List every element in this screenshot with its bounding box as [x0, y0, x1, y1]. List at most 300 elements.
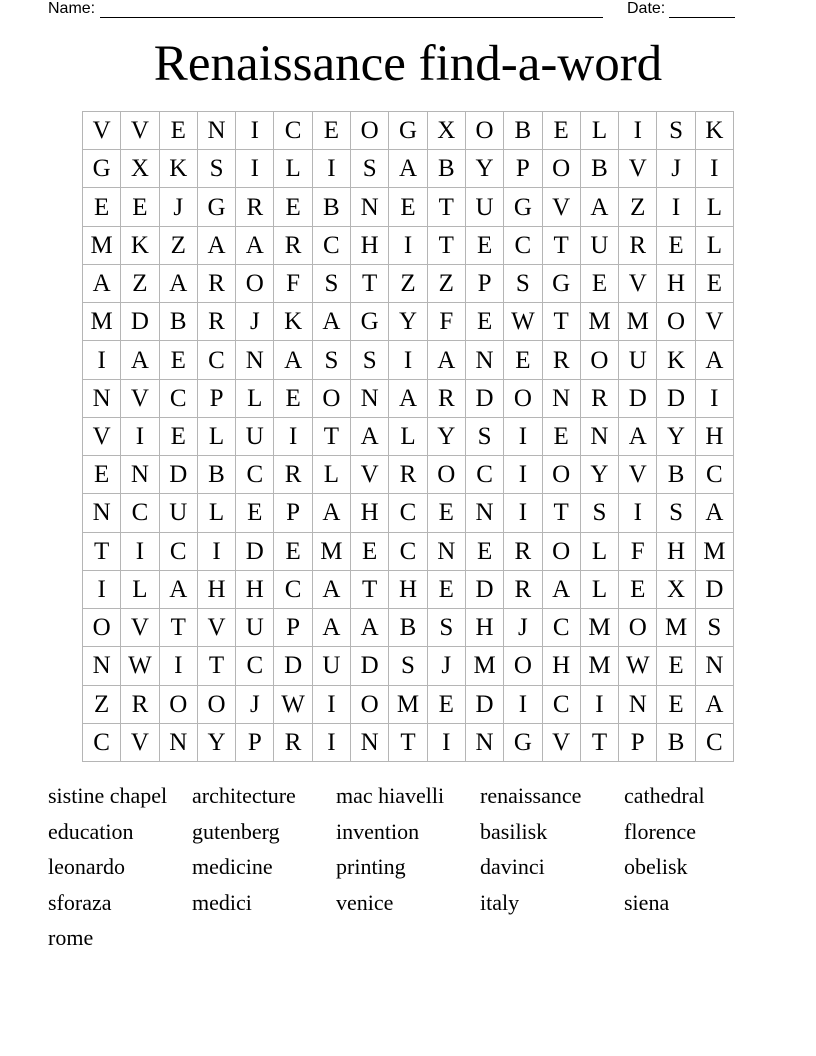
- grid-letter-cell[interactable]: K: [274, 303, 312, 341]
- grid-letter-cell[interactable]: B: [389, 609, 427, 647]
- grid-letter-cell[interactable]: V: [83, 112, 121, 150]
- grid-letter-cell[interactable]: A: [351, 418, 389, 456]
- grid-letter-cell[interactable]: S: [696, 609, 734, 647]
- grid-letter-cell[interactable]: T: [428, 227, 466, 265]
- grid-letter-cell[interactable]: M: [696, 533, 734, 571]
- grid-letter-cell[interactable]: E: [504, 341, 542, 379]
- grid-letter-cell[interactable]: Y: [389, 303, 427, 341]
- grid-letter-cell[interactable]: O: [351, 112, 389, 150]
- grid-letter-cell[interactable]: O: [543, 533, 581, 571]
- grid-letter-cell[interactable]: M: [581, 303, 619, 341]
- grid-letter-cell[interactable]: J: [236, 303, 274, 341]
- grid-letter-cell[interactable]: C: [543, 686, 581, 724]
- grid-letter-cell[interactable]: E: [657, 647, 695, 685]
- word-list-item: renaissance: [480, 783, 582, 808]
- grid-letter-cell[interactable]: N: [83, 380, 121, 418]
- grid-letter-cell[interactable]: T: [543, 303, 581, 341]
- grid-letter-cell[interactable]: N: [351, 724, 389, 762]
- grid-letter-cell[interactable]: C: [198, 341, 236, 379]
- grid-letter-cell[interactable]: G: [504, 724, 542, 762]
- grid-letter-cell[interactable]: V: [121, 380, 159, 418]
- grid-letter-cell[interactable]: G: [389, 112, 427, 150]
- grid-letter-cell[interactable]: B: [313, 188, 351, 226]
- grid-letter-cell[interactable]: D: [236, 533, 274, 571]
- grid-letter-cell[interactable]: Y: [657, 418, 695, 456]
- grid-letter-cell[interactable]: Z: [121, 265, 159, 303]
- grid-letter-cell[interactable]: U: [313, 647, 351, 685]
- grid-letter-cell[interactable]: E: [619, 571, 657, 609]
- grid-letter-cell[interactable]: Y: [428, 418, 466, 456]
- grid-letter-cell[interactable]: N: [121, 456, 159, 494]
- grid-letter-cell[interactable]: C: [543, 609, 581, 647]
- grid-letter-cell[interactable]: L: [389, 418, 427, 456]
- grid-letter-cell[interactable]: I: [121, 533, 159, 571]
- grid-letter-cell[interactable]: N: [466, 494, 504, 532]
- grid-letter-cell[interactable]: C: [466, 456, 504, 494]
- grid-letter-cell[interactable]: E: [160, 418, 198, 456]
- grid-letter-cell[interactable]: I: [504, 456, 542, 494]
- grid-letter-cell[interactable]: E: [389, 188, 427, 226]
- grid-letter-cell[interactable]: S: [198, 150, 236, 188]
- grid-letter-cell[interactable]: D: [274, 647, 312, 685]
- grid-letter-cell[interactable]: N: [351, 380, 389, 418]
- grid-letter-cell[interactable]: L: [696, 227, 734, 265]
- grid-letter-cell[interactable]: V: [83, 418, 121, 456]
- grid-letter-cell[interactable]: K: [696, 112, 734, 150]
- grid-letter-cell[interactable]: N: [83, 647, 121, 685]
- grid-letter-cell[interactable]: V: [121, 724, 159, 762]
- grid-letter-cell[interactable]: O: [160, 686, 198, 724]
- grid-letter-cell[interactable]: Z: [428, 265, 466, 303]
- grid-letter-cell[interactable]: D: [160, 456, 198, 494]
- grid-letter-cell[interactable]: C: [389, 533, 427, 571]
- grid-letter-cell[interactable]: C: [696, 724, 734, 762]
- grid-letter-cell[interactable]: E: [274, 533, 312, 571]
- grid-letter-cell[interactable]: C: [121, 494, 159, 532]
- grid-letter-cell[interactable]: H: [657, 265, 695, 303]
- grid-letter-cell[interactable]: U: [581, 227, 619, 265]
- grid-letter-cell[interactable]: C: [504, 227, 542, 265]
- grid-letter-cell[interactable]: I: [236, 112, 274, 150]
- grid-letter-cell[interactable]: A: [160, 265, 198, 303]
- grid-letter-cell[interactable]: H: [543, 647, 581, 685]
- grid-letter-cell[interactable]: T: [428, 188, 466, 226]
- grid-letter-cell[interactable]: K: [657, 341, 695, 379]
- grid-letter-cell[interactable]: F: [274, 265, 312, 303]
- grid-letter-cell[interactable]: V: [121, 112, 159, 150]
- worksheet-header: [48, 0, 740, 20]
- grid-letter-cell[interactable]: E: [83, 456, 121, 494]
- grid-letter-cell[interactable]: L: [581, 112, 619, 150]
- grid-letter-cell[interactable]: J: [160, 188, 198, 226]
- grid-letter-cell[interactable]: A: [313, 494, 351, 532]
- grid-letter-cell[interactable]: A: [543, 571, 581, 609]
- grid-letter-cell[interactable]: T: [543, 227, 581, 265]
- grid-letter-cell[interactable]: A: [313, 571, 351, 609]
- grid-letter-cell[interactable]: P: [466, 265, 504, 303]
- grid-letter-cell[interactable]: L: [581, 533, 619, 571]
- grid-letter-cell[interactable]: W: [274, 686, 312, 724]
- grid-letter-cell[interactable]: K: [121, 227, 159, 265]
- grid-letter-cell[interactable]: U: [466, 188, 504, 226]
- grid-letter-cell[interactable]: J: [236, 686, 274, 724]
- grid-letter-cell[interactable]: T: [83, 533, 121, 571]
- grid-letter-cell[interactable]: I: [504, 418, 542, 456]
- grid-letter-cell[interactable]: P: [198, 380, 236, 418]
- grid-letter-cell[interactable]: M: [657, 609, 695, 647]
- grid-letter-cell[interactable]: O: [619, 609, 657, 647]
- grid-letter-cell[interactable]: L: [581, 571, 619, 609]
- grid-letter-cell[interactable]: C: [160, 533, 198, 571]
- grid-letter-cell[interactable]: H: [198, 571, 236, 609]
- grid-letter-cell[interactable]: G: [504, 188, 542, 226]
- grid-letter-cell[interactable]: T: [543, 494, 581, 532]
- grid-letter-cell[interactable]: V: [121, 609, 159, 647]
- grid-letter-cell[interactable]: C: [274, 112, 312, 150]
- grid-letter-cell[interactable]: D: [466, 380, 504, 418]
- grid-letter-cell[interactable]: M: [619, 303, 657, 341]
- grid-letter-cell[interactable]: E: [121, 188, 159, 226]
- grid-letter-cell[interactable]: E: [428, 571, 466, 609]
- word-list-item: sistine chapel: [48, 783, 168, 808]
- grid-letter-cell[interactable]: I: [121, 418, 159, 456]
- grid-letter-cell[interactable]: C: [696, 456, 734, 494]
- grid-letter-cell[interactable]: O: [466, 112, 504, 150]
- grid-letter-cell[interactable]: I: [198, 533, 236, 571]
- grid-letter-cell[interactable]: E: [657, 686, 695, 724]
- grid-letter-cell[interactable]: H: [657, 533, 695, 571]
- grid-letter-cell[interactable]: D: [466, 686, 504, 724]
- grid-letter-cell[interactable]: O: [198, 686, 236, 724]
- grid-letter-cell[interactable]: R: [274, 227, 312, 265]
- grid-letter-cell[interactable]: P: [236, 724, 274, 762]
- grid-letter-cell[interactable]: N: [543, 380, 581, 418]
- grid-letter-cell[interactable]: Z: [160, 227, 198, 265]
- grid-letter-cell[interactable]: C: [160, 380, 198, 418]
- word-list: [48, 781, 768, 959]
- grid-letter-cell[interactable]: N: [466, 341, 504, 379]
- grid-letter-cell[interactable]: O: [313, 380, 351, 418]
- word-list-item: siena: [624, 889, 670, 915]
- grid-letter-cell[interactable]: P: [504, 150, 542, 188]
- grid-letter-cell[interactable]: B: [160, 303, 198, 341]
- grid-letter-cell[interactable]: B: [428, 150, 466, 188]
- grid-letter-cell[interactable]: S: [351, 150, 389, 188]
- grid-letter-cell[interactable]: C: [236, 647, 274, 685]
- grid-letter-cell[interactable]: A: [389, 150, 427, 188]
- grid-letter-cell[interactable]: H: [696, 418, 734, 456]
- grid-letter-cell[interactable]: S: [466, 418, 504, 456]
- grid-letter-cell[interactable]: Y: [198, 724, 236, 762]
- grid-letter-cell[interactable]: T: [351, 571, 389, 609]
- grid-letter-cell[interactable]: E: [160, 341, 198, 379]
- grid-letter-cell[interactable]: D: [619, 380, 657, 418]
- grid-letter-cell[interactable]: Y: [581, 456, 619, 494]
- grid-letter-cell[interactable]: H: [351, 227, 389, 265]
- grid-letter-cell[interactable]: M: [581, 609, 619, 647]
- grid-letter-cell[interactable]: P: [274, 609, 312, 647]
- grid-letter-cell[interactable]: I: [389, 227, 427, 265]
- grid-letter-cell[interactable]: T: [198, 647, 236, 685]
- grid-letter-cell[interactable]: N: [428, 533, 466, 571]
- grid-letter-cell[interactable]: H: [351, 494, 389, 532]
- grid-letter-cell[interactable]: S: [657, 112, 695, 150]
- grid-letter-cell[interactable]: V: [543, 724, 581, 762]
- word-list-item: rome: [48, 925, 94, 950]
- name-blank-line[interactable]: [100, 2, 603, 18]
- grid-letter-cell[interactable]: T: [313, 418, 351, 456]
- grid-letter-cell[interactable]: I: [696, 150, 734, 188]
- grid-letter-cell[interactable]: C: [389, 494, 427, 532]
- grid-letter-cell[interactable]: E: [696, 265, 734, 303]
- grid-letter-cell[interactable]: E: [236, 494, 274, 532]
- grid-letter-cell[interactable]: L: [198, 418, 236, 456]
- grid-letter-cell[interactable]: X: [428, 112, 466, 150]
- grid-letter-cell[interactable]: P: [619, 724, 657, 762]
- grid-letter-cell[interactable]: I: [619, 112, 657, 150]
- grid-letter-cell[interactable]: E: [83, 188, 121, 226]
- grid-letter-cell[interactable]: T: [581, 724, 619, 762]
- grid-letter-cell[interactable]: B: [581, 150, 619, 188]
- grid-letter-cell[interactable]: A: [274, 341, 312, 379]
- grid-letter-cell[interactable]: M: [466, 647, 504, 685]
- grid-letter-cell[interactable]: U: [236, 609, 274, 647]
- grid-letter-cell[interactable]: V: [198, 609, 236, 647]
- grid-letter-cell[interactable]: X: [657, 571, 695, 609]
- grid-letter-cell[interactable]: O: [657, 303, 695, 341]
- grid-letter-cell[interactable]: D: [466, 571, 504, 609]
- grid-letter-cell[interactable]: B: [657, 456, 695, 494]
- grid-letter-cell[interactable]: B: [657, 724, 695, 762]
- grid-letter-cell[interactable]: J: [504, 609, 542, 647]
- grid-letter-cell[interactable]: R: [543, 341, 581, 379]
- grid-letter-cell[interactable]: N: [351, 188, 389, 226]
- grid-letter-cell[interactable]: D: [351, 647, 389, 685]
- grid-letter-cell[interactable]: M: [313, 533, 351, 571]
- grid-letter-cell[interactable]: Z: [83, 686, 121, 724]
- grid-letter-cell[interactable]: A: [160, 571, 198, 609]
- word-list-item: printing: [336, 854, 406, 879]
- grid-letter-cell[interactable]: R: [198, 303, 236, 341]
- grid-letter-cell[interactable]: N: [581, 418, 619, 456]
- grid-letter-cell[interactable]: A: [313, 303, 351, 341]
- grid-letter-cell[interactable]: I: [313, 724, 351, 762]
- grid-letter-cell[interactable]: E: [581, 265, 619, 303]
- grid-letter-cell[interactable]: S: [313, 341, 351, 379]
- grid-letter-cell[interactable]: G: [198, 188, 236, 226]
- grid-letter-cell[interactable]: A: [696, 341, 734, 379]
- grid-letter-cell[interactable]: J: [657, 150, 695, 188]
- grid-letter-cell[interactable]: I: [313, 686, 351, 724]
- grid-letter-cell[interactable]: N: [83, 494, 121, 532]
- grid-letter-cell[interactable]: O: [504, 380, 542, 418]
- grid-letter-cell[interactable]: E: [428, 494, 466, 532]
- grid-letter-cell[interactable]: G: [351, 303, 389, 341]
- grid-letter-cell[interactable]: O: [543, 456, 581, 494]
- grid-letter-cell[interactable]: N: [696, 647, 734, 685]
- grid-letter-cell[interactable]: E: [543, 418, 581, 456]
- grid-letter-cell[interactable]: S: [428, 609, 466, 647]
- grid-letter-cell[interactable]: T: [389, 724, 427, 762]
- grid-letter-cell[interactable]: A: [389, 380, 427, 418]
- grid-letter-cell[interactable]: R: [389, 456, 427, 494]
- grid-letter-cell[interactable]: U: [160, 494, 198, 532]
- grid-letter-cell[interactable]: F: [619, 533, 657, 571]
- grid-letter-cell[interactable]: R: [504, 533, 542, 571]
- grid-letter-cell[interactable]: I: [83, 341, 121, 379]
- grid-letter-cell[interactable]: H: [236, 571, 274, 609]
- grid-letter-cell[interactable]: M: [83, 303, 121, 341]
- grid-letter-cell[interactable]: N: [236, 341, 274, 379]
- word-list-item: sforaza: [48, 889, 112, 915]
- grid-letter-cell[interactable]: I: [581, 686, 619, 724]
- grid-letter-cell[interactable]: D: [657, 380, 695, 418]
- grid-letter-cell[interactable]: E: [313, 112, 351, 150]
- grid-letter-cell[interactable]: V: [619, 456, 657, 494]
- grid-letter-cell[interactable]: I: [236, 150, 274, 188]
- grid-letter-cell[interactable]: E: [466, 303, 504, 341]
- grid-letter-cell[interactable]: D: [121, 303, 159, 341]
- grid-letter-cell[interactable]: W: [619, 647, 657, 685]
- grid-letter-cell[interactable]: O: [543, 150, 581, 188]
- grid-letter-cell[interactable]: S: [351, 341, 389, 379]
- grid-letter-cell[interactable]: R: [121, 686, 159, 724]
- grid-letter-cell[interactable]: A: [696, 494, 734, 532]
- grid-letter-cell[interactable]: A: [83, 265, 121, 303]
- grid-letter-cell[interactable]: L: [274, 150, 312, 188]
- grid-letter-cell[interactable]: O: [504, 647, 542, 685]
- grid-letter-cell[interactable]: R: [236, 188, 274, 226]
- grid-letter-cell[interactable]: F: [428, 303, 466, 341]
- date-blank-line[interactable]: [669, 2, 735, 18]
- grid-letter-cell[interactable]: I: [274, 418, 312, 456]
- grid-letter-cell[interactable]: V: [619, 150, 657, 188]
- grid-letter-cell[interactable]: G: [83, 150, 121, 188]
- grid-letter-cell[interactable]: X: [121, 150, 159, 188]
- grid-letter-cell[interactable]: E: [351, 533, 389, 571]
- grid-letter-cell[interactable]: N: [198, 112, 236, 150]
- grid-letter-cell[interactable]: I: [504, 494, 542, 532]
- grid-letter-cell[interactable]: I: [83, 571, 121, 609]
- grid-letter-cell[interactable]: T: [160, 609, 198, 647]
- grid-letter-cell[interactable]: C: [313, 227, 351, 265]
- grid-letter-cell[interactable]: B: [198, 456, 236, 494]
- grid-letter-cell[interactable]: N: [466, 724, 504, 762]
- grid-letter-cell[interactable]: A: [121, 341, 159, 379]
- grid-letter-cell[interactable]: O: [351, 686, 389, 724]
- grid-letter-cell[interactable]: V: [619, 265, 657, 303]
- grid-letter-cell[interactable]: V: [543, 188, 581, 226]
- grid-letter-cell[interactable]: R: [274, 724, 312, 762]
- grid-letter-cell[interactable]: U: [619, 341, 657, 379]
- grid-letter-cell[interactable]: L: [696, 188, 734, 226]
- grid-letter-cell[interactable]: U: [236, 418, 274, 456]
- grid-letter-cell[interactable]: H: [389, 571, 427, 609]
- grid-letter-cell[interactable]: W: [121, 647, 159, 685]
- grid-letter-cell[interactable]: R: [619, 227, 657, 265]
- grid-letter-cell[interactable]: L: [198, 494, 236, 532]
- grid-letter-cell[interactable]: E: [466, 533, 504, 571]
- grid-letter-cell[interactable]: R: [428, 380, 466, 418]
- grid-letter-cell[interactable]: E: [274, 188, 312, 226]
- grid-letter-cell[interactable]: A: [619, 418, 657, 456]
- grid-letter-cell[interactable]: A: [581, 188, 619, 226]
- grid-letter-cell[interactable]: I: [160, 647, 198, 685]
- grid-letter-cell[interactable]: O: [428, 456, 466, 494]
- grid-letter-cell[interactable]: E: [657, 227, 695, 265]
- grid-letter-cell[interactable]: A: [198, 227, 236, 265]
- grid-letter-cell[interactable]: S: [389, 647, 427, 685]
- grid-letter-cell[interactable]: I: [504, 686, 542, 724]
- grid-letter-cell[interactable]: O: [236, 265, 274, 303]
- grid-letter-cell[interactable]: M: [581, 647, 619, 685]
- grid-letter-cell[interactable]: E: [274, 380, 312, 418]
- grid-letter-cell[interactable]: R: [198, 265, 236, 303]
- grid-letter-cell[interactable]: Y: [466, 150, 504, 188]
- grid-letter-cell[interactable]: A: [236, 227, 274, 265]
- grid-letter-cell[interactable]: C: [83, 724, 121, 762]
- grid-letter-cell[interactable]: I: [389, 341, 427, 379]
- grid-letter-cell[interactable]: E: [160, 112, 198, 150]
- grid-letter-cell[interactable]: S: [657, 494, 695, 532]
- grid-letter-cell[interactable]: M: [83, 227, 121, 265]
- grid-letter-cell[interactable]: C: [274, 571, 312, 609]
- grid-letter-cell[interactable]: A: [696, 686, 734, 724]
- grid-letter-cell[interactable]: K: [160, 150, 198, 188]
- grid-letter-cell[interactable]: J: [428, 647, 466, 685]
- grid-letter-cell[interactable]: V: [351, 456, 389, 494]
- grid-letter-cell[interactable]: A: [351, 609, 389, 647]
- grid-letter-cell[interactable]: S: [504, 265, 542, 303]
- grid-letter-cell[interactable]: S: [581, 494, 619, 532]
- grid-letter-cell[interactable]: M: [389, 686, 427, 724]
- grid-letter-cell[interactable]: A: [313, 609, 351, 647]
- grid-letter-cell[interactable]: I: [428, 724, 466, 762]
- grid-letter-cell[interactable]: I: [313, 150, 351, 188]
- grid-letter-cell[interactable]: I: [696, 380, 734, 418]
- grid-letter-cell[interactable]: A: [428, 341, 466, 379]
- grid-letter-cell[interactable]: B: [504, 112, 542, 150]
- grid-letter-cell[interactable]: N: [619, 686, 657, 724]
- grid-letter-cell[interactable]: L: [121, 571, 159, 609]
- grid-letter-cell[interactable]: R: [274, 456, 312, 494]
- grid-letter-cell[interactable]: I: [657, 188, 695, 226]
- grid-letter-cell[interactable]: O: [581, 341, 619, 379]
- grid-letter-cell[interactable]: E: [428, 686, 466, 724]
- grid-letter-cell[interactable]: R: [504, 571, 542, 609]
- grid-letter-cell[interactable]: I: [619, 494, 657, 532]
- grid-letter-cell[interactable]: L: [313, 456, 351, 494]
- grid-letter-cell[interactable]: Z: [389, 265, 427, 303]
- grid-letter-cell[interactable]: N: [160, 724, 198, 762]
- grid-letter-cell[interactable]: C: [236, 456, 274, 494]
- grid-letter-cell[interactable]: E: [543, 112, 581, 150]
- grid-letter-cell[interactable]: R: [581, 380, 619, 418]
- date-label: Date:: [627, 0, 666, 17]
- grid-letter-cell[interactable]: D: [696, 571, 734, 609]
- grid-letter-cell[interactable]: V: [696, 303, 734, 341]
- grid-letter-cell[interactable]: W: [504, 303, 542, 341]
- grid-letter-cell[interactable]: H: [466, 609, 504, 647]
- grid-letter-cell[interactable]: G: [543, 265, 581, 303]
- grid-letter-cell[interactable]: P: [274, 494, 312, 532]
- grid-letter-cell[interactable]: E: [466, 227, 504, 265]
- grid-letter-cell[interactable]: L: [236, 380, 274, 418]
- grid-letter-cell[interactable]: S: [313, 265, 351, 303]
- grid-letter-cell[interactable]: O: [83, 609, 121, 647]
- grid-letter-cell[interactable]: T: [351, 265, 389, 303]
- grid-letter-cell[interactable]: Z: [619, 188, 657, 226]
